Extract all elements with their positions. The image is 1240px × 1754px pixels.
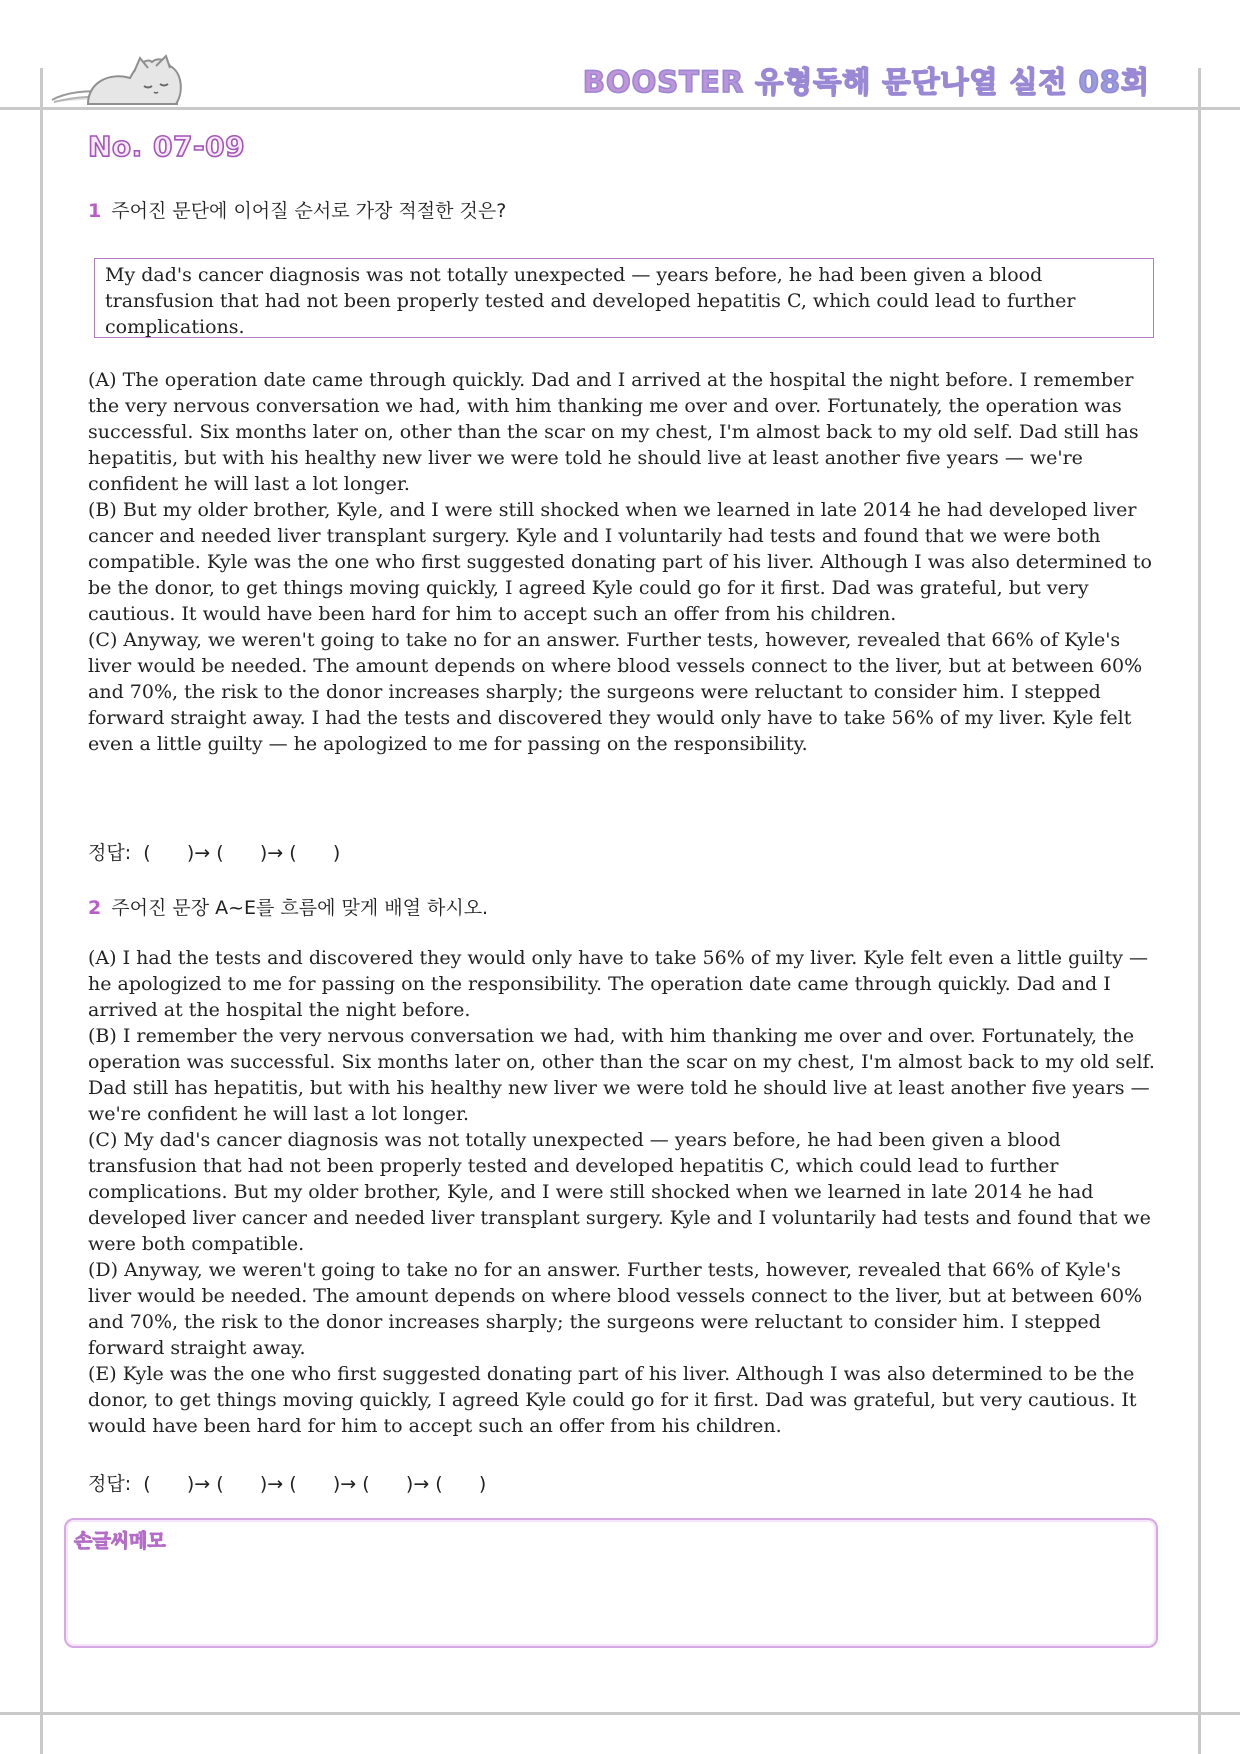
q2-sentence-b: (B) I remember the very nervous conversation we had, with him thanking me over and over. Fortunately, the operation was successful. Six months later on, other than the scar on my chest, I'm almost back to my old self. Dad still has hepatitis, but with his healthy new liver we were told he should live at least another five years — we're confident he will last a lot longer. [88, 1025, 1155, 1125]
given-paragraph: My dad's cancer diagnosis was not totally unexpected — years before, he had been given a blood transfusion that had not been properly tested and developed hepatitis C, which could lead to further complications. [105, 264, 1076, 338]
handwriting-memo-box[interactable] [64, 1518, 1158, 1648]
left-margin-line [40, 68, 43, 1754]
question-1-passage [88, 367, 1158, 757]
q2-sentence-a: (A) I had the tests and discovered they would only have to take 56% of my liver. Kyle felt even a little guilty — he apologized to me for passing on the responsibility. The operation date came through quickly. Dad and I arrived at the hospital the night before. [88, 947, 1149, 1021]
q1-paragraph-c: (C) Anyway, we weren't going to take no for an answer. Further tests, however, revealed that 66% of Kyle's liver would be needed. The amount depends on where blood vessels connect to the liver, but at between 60% and 70%, the risk to the donor increases sharply; the surgeons were reluctant to consider him. I stepped forward straight away. I had the tests and discovered they would only have to take 56% of my liver. Kyle felt even a little guilty — he apologized to me for passing on the responsibility. [88, 629, 1143, 755]
right-margin-line [1198, 68, 1201, 1754]
memo-label: 손글씨메모 [74, 1530, 166, 1552]
page-header-title: BOOSTER 유형독해 문단나열 실전 08회 [583, 60, 1150, 101]
question-1-answer-blanks[interactable]: 정답: ( )→ ( )→ ( ) [88, 842, 341, 864]
problem-number: No. 07-09 [88, 130, 246, 163]
question-2-heading [88, 893, 488, 920]
question-2-passage [88, 945, 1158, 1439]
footer-divider [0, 1712, 1240, 1715]
q2-sentence-d: (D) Anyway, we weren't going to take no for an answer. Further tests, however, revealed that 66% of Kyle's liver would be needed. The amount depends on where blood vessels connect to the liver, but at between 60% and 70%, the risk to the donor increases sharply; the surgeons were reluctant to consider him. I stepped forward straight away. [88, 1259, 1143, 1359]
question-1-number: 1 [88, 200, 102, 222]
question-2-instruction: 주어진 문장 A~E를 흐름에 맞게 배열 하시오. [111, 897, 489, 919]
q2-sentence-e: (E) Kyle was the one who first suggested donating part of his liver. Although I was also determined to be the donor, to get things moving quickly, I agreed Kyle could go for it first. Dad was grateful, but very cautious. It would have been hard for him to accept such an offer from his children. [88, 1363, 1137, 1437]
question-1-instruction: 주어진 문단에 이어질 순서로 가장 적절한 것은? [111, 200, 507, 222]
question-1-heading [88, 196, 506, 223]
header-divider [0, 107, 1240, 110]
q1-paragraph-a: (A) The operation date came through quickly. Dad and I arrived at the hospital the night before. I remember the very nervous conversation we had, with him thanking me over and over. Fortunately, the operation was successful. Six months later on, other than the scar on my chest, I'm almost back to my old self. Dad still has hepatitis, but with his healthy new liver we were told he should live at least another five years — we're confident he will last a lot longer. [88, 369, 1139, 495]
sleeping-cat-icon [48, 52, 186, 110]
q1-paragraph-b: (B) But my older brother, Kyle, and I were still shocked when we learned in late 2014 he had developed liver cancer and needed liver transplant surgery. Kyle and I voluntarily had tests and found that we were both compatible. Kyle was the one who first suggested donating part of his liver. Although I was also determined to be the donor, to get things moving quickly, I agreed Kyle could go for it first. Dad was grateful, but very cautious. It would have been hard for him to accept such an offer from his children. [88, 499, 1152, 625]
q2-sentence-c: (C) My dad's cancer diagnosis was not totally unexpected — years before, he had been given a blood transfusion that had not been properly tested and developed hepatitis C, which could lead to further complications. But my older brother, Kyle, and I were still shocked when we learned in late 2014 he had developed liver cancer and needed liver transplant surgery. Kyle and I voluntarily had tests and found that we were both compatible. [88, 1129, 1151, 1255]
question-2-number: 2 [88, 897, 102, 919]
given-paragraph-box [94, 258, 1154, 338]
question-2-answer-blanks[interactable]: 정답: ( )→ ( )→ ( )→ ( )→ ( ) [88, 1473, 487, 1495]
